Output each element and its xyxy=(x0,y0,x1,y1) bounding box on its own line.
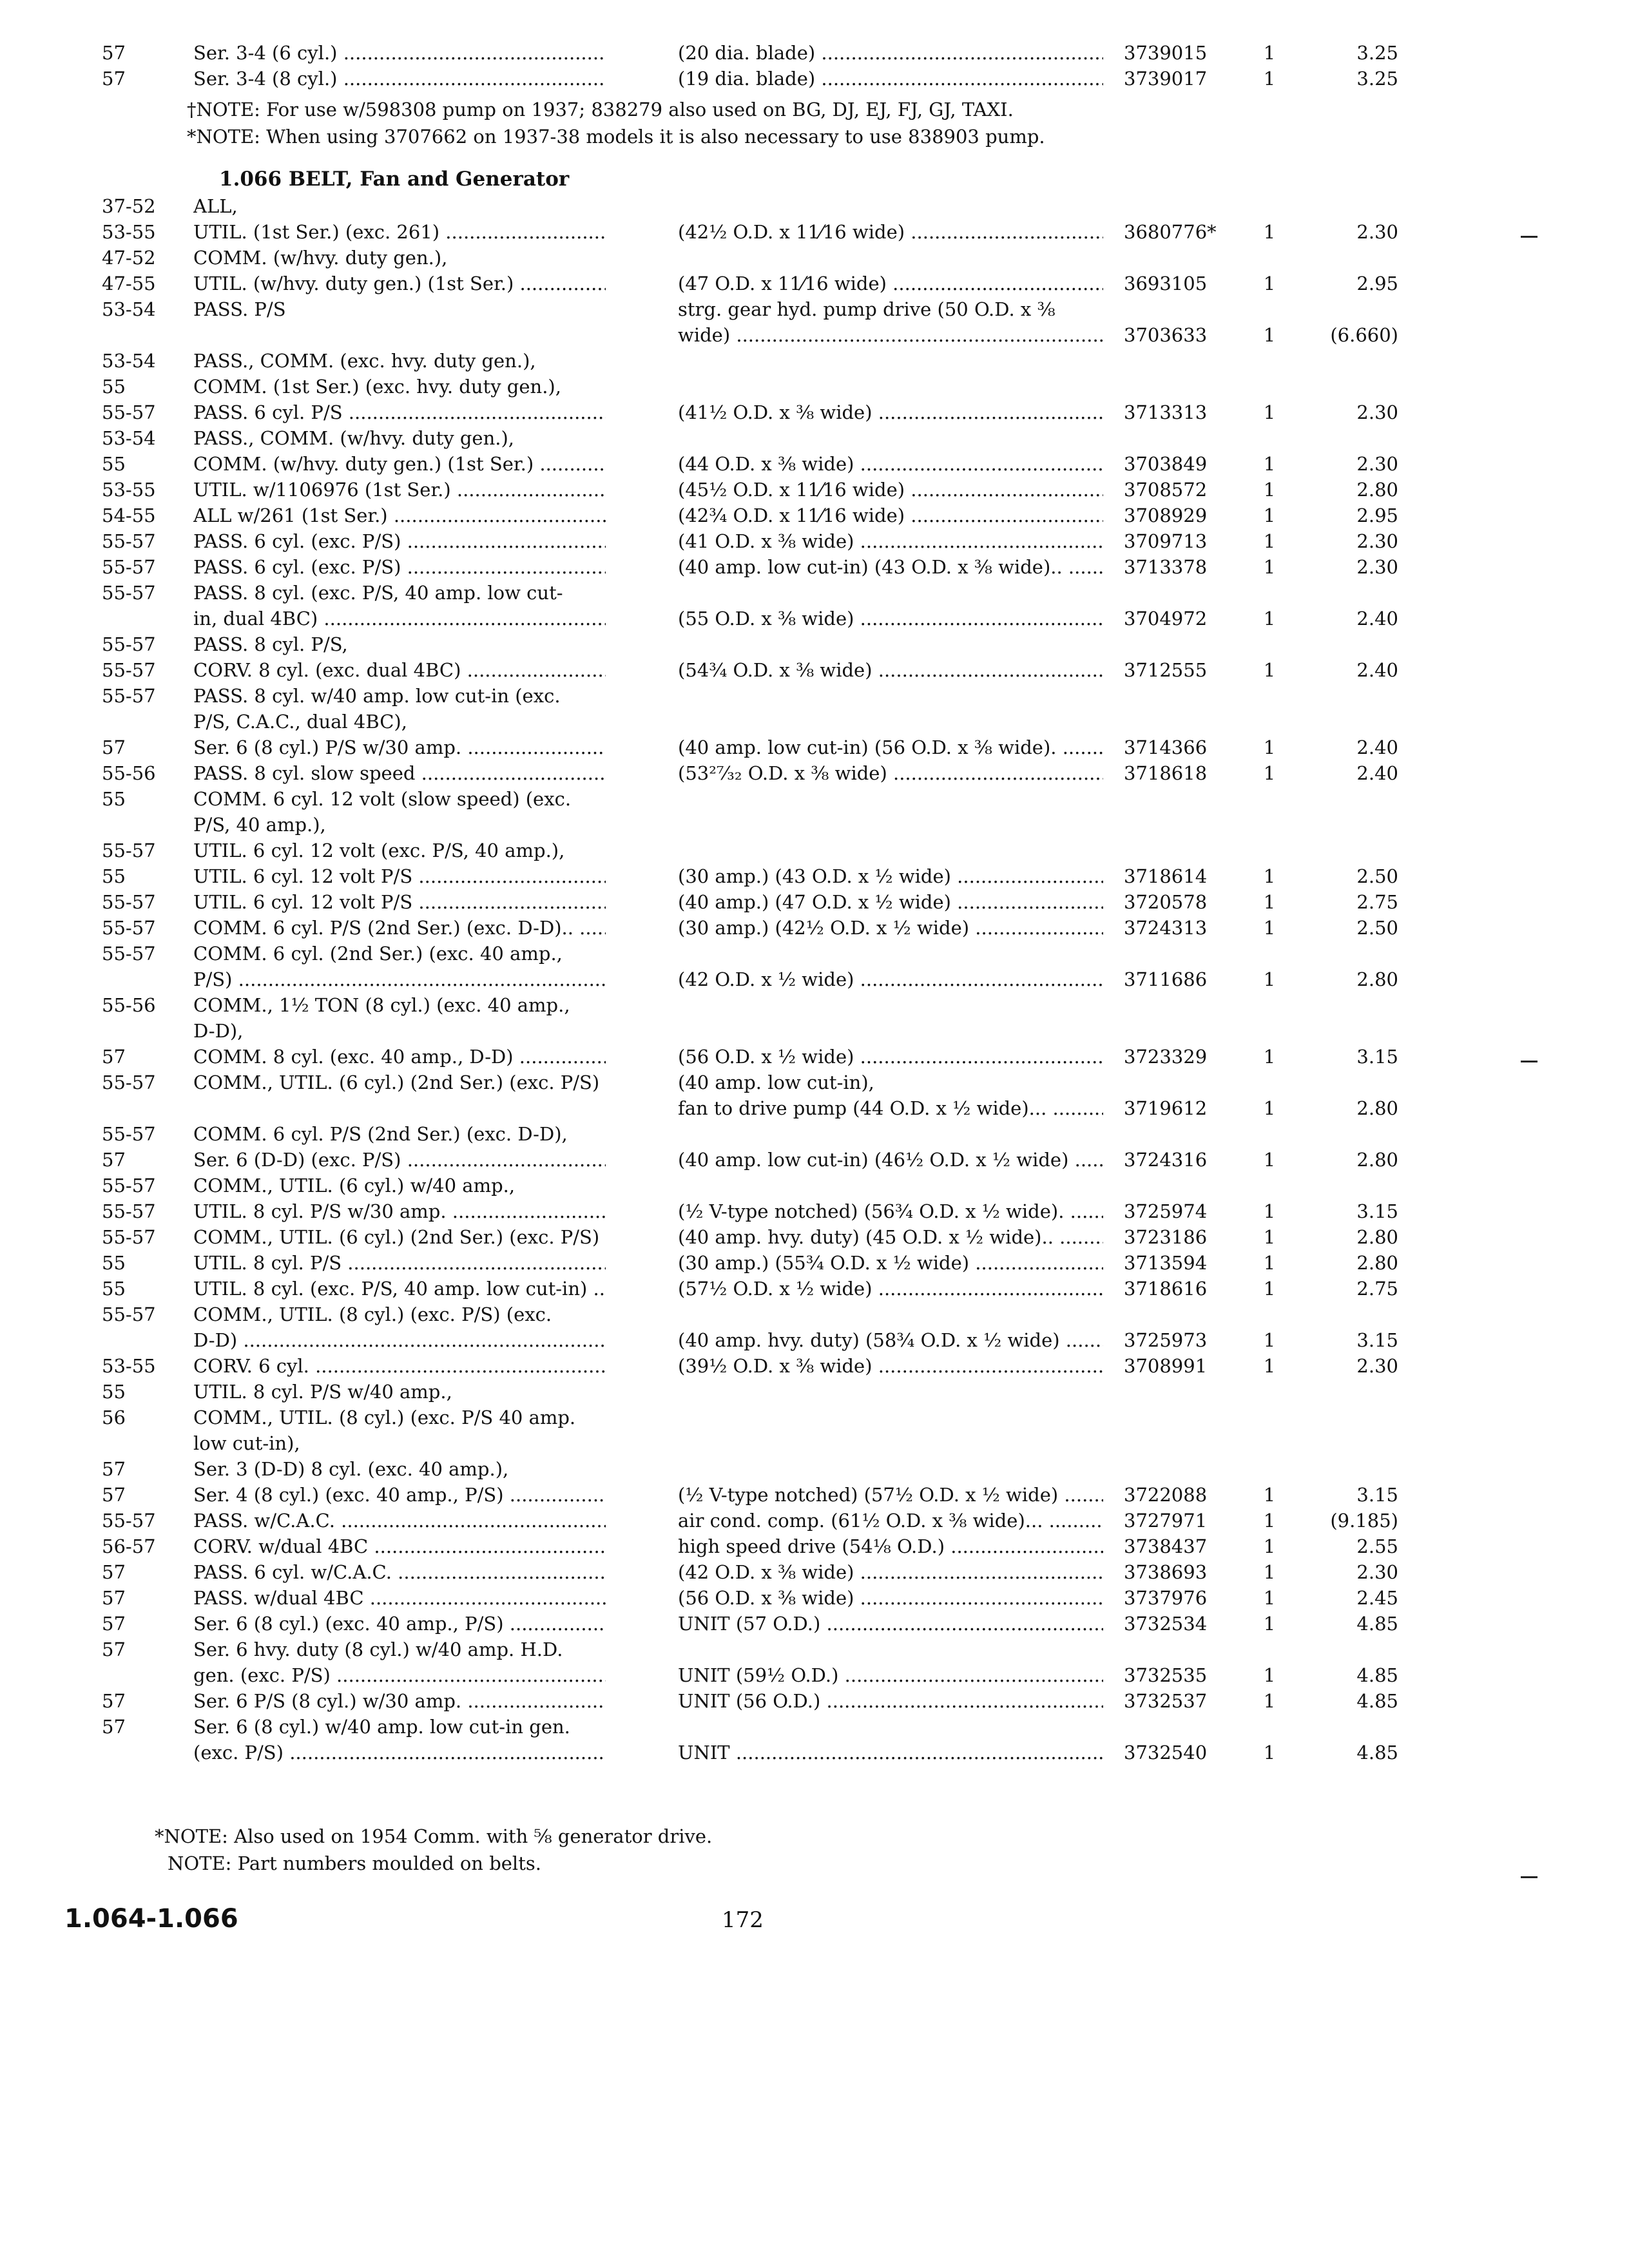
part-number-cell: 3732535 xyxy=(1124,1664,1208,1686)
section-heading: 1.066 BELT, Fan and Generator xyxy=(219,168,570,191)
model-description-cell: Ser. 6 hvy. duty (8 cyl.) w/40 amp. H.D. xyxy=(193,1639,563,1660)
model-description-cell: PASS. 8 cyl. w/40 amp. low cut-in (exc. xyxy=(193,685,561,707)
price-cell: 3.25 xyxy=(1356,42,1398,64)
belt-spec-cell: (40 amp. low cut-in) (56 O.D. x ⅜ wide). ..... xyxy=(678,735,1103,760)
belt-spec-cell: (30 amp.) (55¾ O.D. x ½ wide) ..... xyxy=(678,1250,1103,1276)
year-cell: 55-57 xyxy=(102,891,156,913)
quantity-cell: 1 xyxy=(1263,324,1276,346)
quantity-cell: 1 xyxy=(1263,659,1276,681)
price-cell: 4.85 xyxy=(1356,1742,1398,1763)
top-note-2: *NOTE: When using 3707662 on 1937-38 models it is also necessary to use 838903 pump. xyxy=(187,126,1045,148)
year-cell: 57 xyxy=(102,1587,126,1609)
year-cell: 55-57 xyxy=(102,659,156,681)
quantity-cell: 1 xyxy=(1263,865,1276,887)
belt-spec-cell: (42¾ O.D. x 11⁄16 wide) ..... xyxy=(678,503,1103,528)
year-cell: 53-55 xyxy=(102,1355,156,1377)
price-cell: 2.55 xyxy=(1356,1535,1398,1557)
model-description-cell: Ser. 3 (D-D) 8 cyl. (exc. 40 amp.), xyxy=(193,1458,509,1480)
model-description-cell: COMM. 6 cyl. P/S (2nd Ser.) (exc. D-D), xyxy=(193,1123,568,1145)
belt-spec-cell: (53²⁷⁄₃₂ O.D. x ⅜ wide) ..... xyxy=(678,760,1103,786)
quantity-cell: 1 xyxy=(1263,1329,1276,1351)
model-description-cell: PASS. w/C.A.C. ..... xyxy=(193,1508,606,1533)
model-description-cell: COMM. (w/hvy. duty gen.) (1st Ser.) ..... xyxy=(193,451,606,477)
part-number-cell: 3711686 xyxy=(1124,968,1208,990)
part-number-cell: 3738437 xyxy=(1124,1535,1208,1557)
price-cell: 2.45 xyxy=(1356,1587,1398,1609)
part-number-cell: 3713313 xyxy=(1124,401,1208,423)
price-cell: 2.75 xyxy=(1356,1278,1398,1300)
price-cell: 2.40 xyxy=(1356,736,1398,758)
price-cell: (9.185) xyxy=(1330,1510,1398,1532)
belt-spec-cell: (40 amp. hvy. duty) (58¾ O.D. x ½ wide) ..... xyxy=(678,1327,1103,1353)
price-cell: 2.30 xyxy=(1356,453,1398,475)
model-description-cell: Ser. 6 (D-D) (exc. P/S) ..... xyxy=(193,1147,606,1173)
quantity-cell: 1 xyxy=(1263,608,1276,629)
year-cell: 56 xyxy=(102,1407,126,1428)
price-cell: 2.80 xyxy=(1356,1097,1398,1119)
section-range-label: 1.064-1.066 xyxy=(64,1904,238,1934)
belt-spec-cell: (47 O.D. x 11⁄16 wide) ..... xyxy=(678,271,1103,296)
model-description-cell: PASS. 8 cyl. P/S, xyxy=(193,633,348,655)
quantity-cell: 1 xyxy=(1263,401,1276,423)
quantity-cell: 1 xyxy=(1263,968,1276,990)
belt-spec-cell: (½ V-type notched) (56¾ O.D. x ½ wide). ..... xyxy=(678,1198,1103,1224)
belt-spec-cell: (44 O.D. x ⅜ wide) ..... xyxy=(678,451,1103,477)
top-note-1: †NOTE: For use w/598308 pump on 1937; 838279 also used on BG, DJ, EJ, FJ, GJ, TAXI. xyxy=(187,99,1014,120)
belt-spec-cell: (57½ O.D. x ½ wide) ..... xyxy=(678,1276,1103,1302)
belt-spec-cell: (40 amp. low cut-in), xyxy=(678,1072,874,1093)
part-number-cell: 3739015 xyxy=(1124,42,1208,64)
price-cell: 4.85 xyxy=(1356,1690,1398,1712)
model-description-cell: COMM., UTIL. (6 cyl.) (2nd Ser.) (exc. P/S) xyxy=(193,1072,600,1093)
part-number-cell: 3704972 xyxy=(1124,608,1208,629)
model-description-cell: UTIL. 6 cyl. 12 volt P/S ..... xyxy=(193,863,606,889)
model-description-cell: PASS. w/dual 4BC ..... xyxy=(193,1585,606,1611)
part-number-cell: 3680776* xyxy=(1124,221,1217,243)
quantity-cell: 1 xyxy=(1263,1664,1276,1686)
price-cell: 2.40 xyxy=(1356,762,1398,784)
price-cell: 2.80 xyxy=(1356,968,1398,990)
model-description-cell: UTIL. w/1106976 (1st Ser.) ..... xyxy=(193,477,606,503)
belt-spec-cell: (40 amp.) (47 O.D. x ½ wide) ..... xyxy=(678,889,1103,915)
quantity-cell: 1 xyxy=(1263,891,1276,913)
quantity-cell: 1 xyxy=(1263,762,1276,784)
year-cell: 53-54 xyxy=(102,427,156,449)
year-cell: 53-54 xyxy=(102,298,156,320)
model-description-cell: ALL w/261 (1st Ser.) ..... xyxy=(193,503,606,528)
year-cell: 53-55 xyxy=(102,221,156,243)
belt-spec-cell: (½ V-type notched) (57½ O.D. x ½ wide) ..... xyxy=(678,1482,1103,1508)
year-cell: 37-52 xyxy=(102,195,156,217)
quantity-cell: 1 xyxy=(1263,1097,1276,1119)
belt-spec-cell: wide) ..... xyxy=(678,322,1103,348)
part-number-cell: 3709713 xyxy=(1124,530,1208,552)
part-number-cell: 3708991 xyxy=(1124,1355,1208,1377)
year-cell: 57 xyxy=(102,1716,126,1738)
model-description-cell: D-D) ..... xyxy=(193,1327,606,1353)
price-cell: 2.40 xyxy=(1356,659,1398,681)
part-number-cell: 3732537 xyxy=(1124,1690,1208,1712)
part-number-cell: 3719612 xyxy=(1124,1097,1208,1119)
year-cell: 55-57 xyxy=(102,1510,156,1532)
price-cell: 4.85 xyxy=(1356,1664,1398,1686)
price-cell: 2.50 xyxy=(1356,865,1398,887)
quantity-cell: 1 xyxy=(1263,505,1276,526)
price-cell: 2.50 xyxy=(1356,917,1398,939)
model-description-cell: UTIL. 8 cyl. (exc. P/S, 40 amp. low cut-in) ..... xyxy=(193,1276,606,1302)
year-cell: 57 xyxy=(102,68,126,90)
belt-spec-cell: UNIT ..... xyxy=(678,1740,1103,1765)
model-description-cell: Ser. 6 (8 cyl.) (exc. 40 amp., P/S) ..... xyxy=(193,1611,606,1637)
margin-mark xyxy=(1521,236,1537,238)
model-description-cell: CORV. 6 cyl. ..... xyxy=(193,1353,606,1379)
year-cell: 55-57 xyxy=(102,917,156,939)
model-description-cell: COMM. 6 cyl. (2nd Ser.) (exc. 40 amp., xyxy=(193,943,563,965)
quantity-cell: 1 xyxy=(1263,1510,1276,1532)
belt-spec-cell: (30 amp.) (43 O.D. x ½ wide) ..... xyxy=(678,863,1103,889)
belt-spec-cell: (42 O.D. x ½ wide) ..... xyxy=(678,966,1103,992)
price-cell: 2.30 xyxy=(1356,221,1398,243)
part-number-cell: 3712555 xyxy=(1124,659,1208,681)
quantity-cell: 1 xyxy=(1263,1278,1276,1300)
model-description-cell: COMM., UTIL. (6 cyl.) (2nd Ser.) (exc. P/S) ..... xyxy=(193,1224,606,1250)
year-cell: 57 xyxy=(102,736,126,758)
price-cell: 3.25 xyxy=(1356,68,1398,90)
bottom-note-1: *NOTE: Also used on 1954 Comm. with ⅝ generator drive. xyxy=(155,1825,713,1847)
year-cell: 55-57 xyxy=(102,401,156,423)
page-number: 172 xyxy=(722,1907,764,1933)
year-cell: 55-57 xyxy=(102,1072,156,1093)
year-cell: 55-56 xyxy=(102,762,156,784)
price-cell: 2.80 xyxy=(1356,1149,1398,1171)
year-cell: 53-55 xyxy=(102,479,156,501)
year-cell: 57 xyxy=(102,1458,126,1480)
model-description-cell: UTIL. 8 cyl. P/S ..... xyxy=(193,1250,606,1276)
model-description-cell: Ser. 6 P/S (8 cyl.) w/30 amp. ..... xyxy=(193,1688,606,1714)
year-cell: 55 xyxy=(102,788,126,810)
part-number-cell: 3703633 xyxy=(1124,324,1208,346)
belt-spec-cell: (40 amp. low cut-in) (43 O.D. x ⅜ wide).. ..... xyxy=(678,554,1103,580)
part-number-cell: 3708929 xyxy=(1124,505,1208,526)
year-cell: 57 xyxy=(102,1149,126,1171)
model-description-cell: PASS. 8 cyl. (exc. P/S, 40 amp. low cut- xyxy=(193,582,563,604)
model-description-cell: UTIL. 8 cyl. P/S w/40 amp., xyxy=(193,1381,452,1403)
model-description-cell: PASS. 8 cyl. slow speed ..... xyxy=(193,760,606,786)
quantity-cell: 1 xyxy=(1263,1535,1276,1557)
model-description-cell: PASS. 6 cyl. P/S ..... xyxy=(193,399,606,425)
belt-spec-cell: (39½ O.D. x ⅜ wide) ..... xyxy=(678,1353,1103,1379)
quantity-cell: 1 xyxy=(1263,1149,1276,1171)
year-cell: 57 xyxy=(102,1613,126,1635)
belt-spec-cell: (56 O.D. x ⅜ wide) ..... xyxy=(678,1585,1103,1611)
year-cell: 55-57 xyxy=(102,1123,156,1145)
price-cell: (6.660) xyxy=(1330,324,1398,346)
quantity-cell: 1 xyxy=(1263,273,1276,294)
quantity-cell: 1 xyxy=(1263,42,1276,64)
belt-spec-cell: air cond. comp. (61½ O.D. x ⅜ wide)... ..... xyxy=(678,1508,1103,1533)
quantity-cell: 1 xyxy=(1263,1252,1276,1274)
model-description-cell: PASS. 6 cyl. (exc. P/S) ..... xyxy=(193,554,606,580)
year-cell: 55-57 xyxy=(102,530,156,552)
quantity-cell: 1 xyxy=(1263,1690,1276,1712)
year-cell: 55-57 xyxy=(102,633,156,655)
quantity-cell: 1 xyxy=(1263,68,1276,90)
year-cell: 55-57 xyxy=(102,582,156,604)
part-number-cell: 3718618 xyxy=(1124,762,1208,784)
year-cell: 55-57 xyxy=(102,1226,156,1248)
model-description-cell: (exc. P/S) ..... xyxy=(193,1740,606,1765)
year-cell: 55-57 xyxy=(102,556,156,578)
belt-spec-cell: (42½ O.D. x 11⁄16 wide) ..... xyxy=(678,219,1103,245)
part-number-cell: 3714366 xyxy=(1124,736,1208,758)
part-number-cell: 3725974 xyxy=(1124,1200,1208,1222)
quantity-cell: 1 xyxy=(1263,1561,1276,1583)
price-cell: 2.30 xyxy=(1356,530,1398,552)
belt-spec-cell: (40 amp. low cut-in) (46½ O.D. x ½ wide) ..... xyxy=(678,1147,1103,1173)
belt-spec-cell: (54¾ O.D. x ⅜ wide) ..... xyxy=(678,657,1103,683)
year-cell: 55-57 xyxy=(102,1303,156,1325)
price-cell: 3.15 xyxy=(1356,1200,1398,1222)
model-description-cell: COMM., UTIL. (8 cyl.) (exc. P/S) (exc. xyxy=(193,1303,552,1325)
year-cell: 55-57 xyxy=(102,840,156,861)
year-cell: 55 xyxy=(102,1252,126,1274)
belt-spec-cell: (19 dia. blade) ..... xyxy=(678,66,1103,91)
part-number-cell: 3718614 xyxy=(1124,865,1208,887)
price-cell: 2.40 xyxy=(1356,608,1398,629)
year-cell: 55-57 xyxy=(102,685,156,707)
year-cell: 57 xyxy=(102,1561,126,1583)
price-cell: 4.85 xyxy=(1356,1613,1398,1635)
quantity-cell: 1 xyxy=(1263,917,1276,939)
price-cell: 3.15 xyxy=(1356,1046,1398,1068)
model-description-cell: ALL, xyxy=(193,195,238,217)
belt-spec-cell: (41 O.D. x ⅜ wide) ..... xyxy=(678,528,1103,554)
belt-spec-cell: (56 O.D. x ½ wide) ..... xyxy=(678,1044,1103,1070)
quantity-cell: 1 xyxy=(1263,556,1276,578)
price-cell: 3.15 xyxy=(1356,1329,1398,1351)
part-number-cell: 3727971 xyxy=(1124,1510,1208,1532)
price-cell: 2.30 xyxy=(1356,1561,1398,1583)
model-description-cell: Ser. 4 (8 cyl.) (exc. 40 amp., P/S) ..... xyxy=(193,1482,606,1508)
year-cell: 55 xyxy=(102,376,126,398)
part-number-cell: 3725973 xyxy=(1124,1329,1208,1351)
model-description-cell: PASS. 6 cyl. w/C.A.C. ..... xyxy=(193,1559,606,1585)
year-cell: 55 xyxy=(102,453,126,475)
part-number-cell: 3739017 xyxy=(1124,68,1208,90)
belt-spec-cell: UNIT (56 O.D.) ..... xyxy=(678,1688,1103,1714)
margin-mark xyxy=(1521,1876,1537,1878)
belt-spec-cell: UNIT (57 O.D.) ..... xyxy=(678,1611,1103,1637)
year-cell: 55-57 xyxy=(102,943,156,965)
year-cell: 57 xyxy=(102,1484,126,1506)
model-description-cell: COMM. 8 cyl. (exc. 40 amp., D-D) ..... xyxy=(193,1044,606,1070)
quantity-cell: 1 xyxy=(1263,1046,1276,1068)
year-cell: 57 xyxy=(102,1046,126,1068)
year-cell: 55 xyxy=(102,865,126,887)
model-description-cell: COMM. (1st Ser.) (exc. hvy. duty gen.), xyxy=(193,376,561,398)
model-description-cell: COMM., UTIL. (8 cyl.) (exc. P/S 40 amp. xyxy=(193,1407,576,1428)
bottom-note-2: NOTE: Part numbers moulded on belts. xyxy=(168,1852,541,1874)
part-number-cell: 3723186 xyxy=(1124,1226,1208,1248)
belt-spec-cell: (41½ O.D. x ⅜ wide) ..... xyxy=(678,399,1103,425)
year-cell: 53-54 xyxy=(102,350,156,372)
model-description-cell: Ser. 3-4 (6 cyl.) ..... xyxy=(193,40,606,66)
part-number-cell: 3723329 xyxy=(1124,1046,1208,1068)
belt-spec-cell: (55 O.D. x ⅜ wide) ..... xyxy=(678,606,1103,631)
price-cell: 2.30 xyxy=(1356,1355,1398,1377)
model-description-cell: in, dual 4BC) ..... xyxy=(193,606,606,631)
quantity-cell: 1 xyxy=(1263,1355,1276,1377)
part-number-cell: 3713594 xyxy=(1124,1252,1208,1274)
model-description-cell: COMM., 1½ TON (8 cyl.) (exc. 40 amp., xyxy=(193,994,570,1016)
quantity-cell: 1 xyxy=(1263,530,1276,552)
model-description-cell: COMM. 6 cyl. 12 volt (slow speed) (exc. xyxy=(193,788,572,810)
price-cell: 2.80 xyxy=(1356,1226,1398,1248)
belt-spec-cell: fan to drive pump (44 O.D. x ½ wide)... ..... xyxy=(678,1095,1103,1121)
model-description-cell: UTIL. 6 cyl. 12 volt (exc. P/S, 40 amp.), xyxy=(193,840,565,861)
year-cell: 47-55 xyxy=(102,273,156,294)
margin-mark xyxy=(1521,1061,1537,1062)
quantity-cell: 1 xyxy=(1263,736,1276,758)
price-cell: 2.80 xyxy=(1356,479,1398,501)
model-description-cell: COMM. (w/hvy. duty gen.), xyxy=(193,247,448,269)
model-description-cell: UTIL. 6 cyl. 12 volt P/S ..... xyxy=(193,889,606,915)
price-cell: 3.15 xyxy=(1356,1484,1398,1506)
part-number-cell: 3724313 xyxy=(1124,917,1208,939)
part-number-cell: 3722088 xyxy=(1124,1484,1208,1506)
model-description-cell: low cut-in), xyxy=(193,1432,300,1454)
model-description-cell: Ser. 3-4 (8 cyl.) ..... xyxy=(193,66,606,91)
price-cell: 2.95 xyxy=(1356,505,1398,526)
quantity-cell: 1 xyxy=(1263,1200,1276,1222)
year-cell: 54-55 xyxy=(102,505,156,526)
year-cell: 55-57 xyxy=(102,1175,156,1196)
model-description-cell: CORV. w/dual 4BC ..... xyxy=(193,1533,606,1559)
model-description-cell: COMM. 6 cyl. P/S (2nd Ser.) (exc. D-D).. ..... xyxy=(193,915,606,941)
year-cell: 55 xyxy=(102,1381,126,1403)
price-cell: 2.75 xyxy=(1356,891,1398,913)
model-description-cell: UTIL. 8 cyl. P/S w/30 amp. ..... xyxy=(193,1198,606,1224)
quantity-cell: 1 xyxy=(1263,1484,1276,1506)
price-cell: 2.30 xyxy=(1356,556,1398,578)
price-cell: 2.30 xyxy=(1356,401,1398,423)
model-description-cell: UTIL. (w/hvy. duty gen.) (1st Ser.) ..... xyxy=(193,271,606,296)
price-cell: 2.95 xyxy=(1356,273,1398,294)
model-description-cell: PASS. 6 cyl. (exc. P/S) ..... xyxy=(193,528,606,554)
belt-spec-cell: (45½ O.D. x 11⁄16 wide) ..... xyxy=(678,477,1103,503)
quantity-cell: 1 xyxy=(1263,1587,1276,1609)
part-number-cell: 3713378 xyxy=(1124,556,1208,578)
year-cell: 55-57 xyxy=(102,1200,156,1222)
model-description-cell: P/S, C.A.C., dual 4BC), xyxy=(193,711,407,733)
part-number-cell: 3708572 xyxy=(1124,479,1208,501)
year-cell: 57 xyxy=(102,1690,126,1712)
belt-spec-cell: UNIT (59½ O.D.) ..... xyxy=(678,1662,1103,1688)
model-description-cell: D-D), xyxy=(193,1020,244,1042)
price-cell: 2.80 xyxy=(1356,1252,1398,1274)
model-description-cell: PASS., COMM. (w/hvy. duty gen.), xyxy=(193,427,515,449)
quantity-cell: 1 xyxy=(1263,1613,1276,1635)
model-description-cell: PASS. P/S xyxy=(193,298,286,320)
part-number-cell: 3703849 xyxy=(1124,453,1208,475)
part-number-cell: 3693105 xyxy=(1124,273,1208,294)
year-cell: 56-57 xyxy=(102,1535,156,1557)
model-description-cell: PASS., COMM. (exc. hvy. duty gen.), xyxy=(193,350,536,372)
quantity-cell: 1 xyxy=(1263,453,1276,475)
model-description-cell: CORV. 8 cyl. (exc. dual 4BC) ..... xyxy=(193,657,606,683)
part-number-cell: 3737976 xyxy=(1124,1587,1208,1609)
year-cell: 57 xyxy=(102,1639,126,1660)
quantity-cell: 1 xyxy=(1263,479,1276,501)
model-description-cell: P/S) ..... xyxy=(193,966,606,992)
year-cell: 55-56 xyxy=(102,994,156,1016)
belt-spec-cell: (40 amp. hvy. duty) (45 O.D. x ½ wide).. ..... xyxy=(678,1224,1103,1250)
year-cell: 47-52 xyxy=(102,247,156,269)
belt-spec-cell: (30 amp.) (42½ O.D. x ½ wide) ..... xyxy=(678,915,1103,941)
model-description-cell: Ser. 6 (8 cyl.) P/S w/30 amp. ..... xyxy=(193,735,606,760)
part-number-cell: 3732540 xyxy=(1124,1742,1208,1763)
model-description-cell: UTIL. (1st Ser.) (exc. 261) ..... xyxy=(193,219,606,245)
model-description-cell: Ser. 6 (8 cyl.) w/40 amp. low cut-in gen. xyxy=(193,1716,570,1738)
part-number-cell: 3718616 xyxy=(1124,1278,1208,1300)
model-description-cell: P/S, 40 amp.), xyxy=(193,814,326,836)
belt-spec-cell: (20 dia. blade) ..... xyxy=(678,40,1103,66)
quantity-cell: 1 xyxy=(1263,1226,1276,1248)
quantity-cell: 1 xyxy=(1263,1742,1276,1763)
part-number-cell: 3720578 xyxy=(1124,891,1208,913)
belt-spec-cell: high speed drive (54⅛ O.D.) ..... xyxy=(678,1533,1103,1559)
part-number-cell: 3738693 xyxy=(1124,1561,1208,1583)
belt-spec-cell: strg. gear hyd. pump drive (50 O.D. x ⅜ xyxy=(678,298,1055,320)
quantity-cell: 1 xyxy=(1263,221,1276,243)
belt-spec-cell: (42 O.D. x ⅜ wide) ..... xyxy=(678,1559,1103,1585)
model-description-cell: COMM., UTIL. (6 cyl.) w/40 amp., xyxy=(193,1175,516,1196)
year-cell: 55 xyxy=(102,1278,126,1300)
model-description-cell: gen. (exc. P/S) ..... xyxy=(193,1662,606,1688)
year-cell: 57 xyxy=(102,42,126,64)
part-number-cell: 3724316 xyxy=(1124,1149,1208,1171)
part-number-cell: 3732534 xyxy=(1124,1613,1208,1635)
